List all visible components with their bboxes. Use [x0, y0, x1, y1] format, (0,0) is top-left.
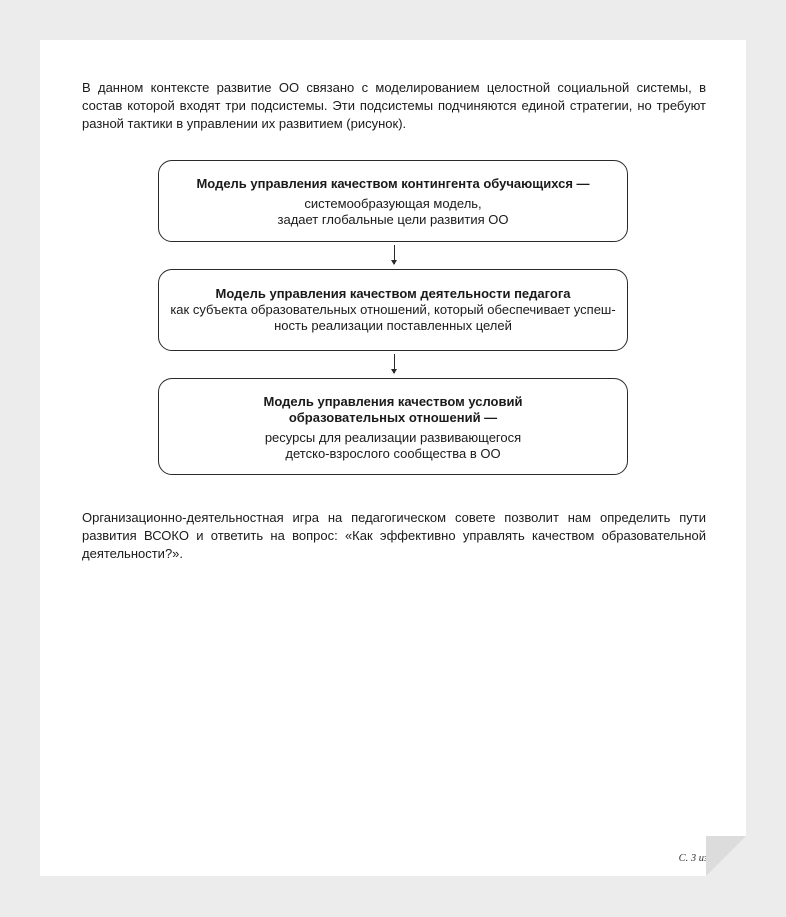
- box-description-line: системообразующая модель,: [304, 196, 482, 211]
- diagram-box-conditions-model: [158, 378, 628, 475]
- box-description-line: задает глобальные цели развития ОО: [277, 212, 509, 227]
- box-title-line: образовательных отношений —: [288, 410, 498, 425]
- page-curl-corner: [706, 836, 746, 876]
- box-title-line: Модель управления качеством условий: [263, 394, 523, 409]
- box-description-line: детско-взрослого сообщества в ОО: [285, 446, 501, 461]
- intro-paragraph: В данном контексте развитие ОО связано с моделированием целостной социальной системы, в состав которой входят три подсистемы. Эти подсистемы подчиняются единой стратегии, но требуют разной тактики в управлении их развитием (рисунок).: [82, 80, 706, 131]
- down-arrow-icon: [394, 245, 395, 264]
- box-title: Модель управления качеством деятельности педагога: [215, 286, 571, 301]
- closing-paragraph: Организационно-деятельностная игра на педагогическом совете позволит нам определить пути развития ВСОКО и ответить на вопрос: «Как эффективно управлять качеством образовательной деятельности?».: [82, 510, 706, 561]
- box-description-line: как субъекта образовательных отношений, который обеспечивает успеш-: [170, 302, 616, 317]
- diagram-box-contingent-model: [158, 160, 628, 242]
- page-number: С. 3 из 3: [678, 853, 716, 864]
- down-arrow-icon: [394, 354, 395, 373]
- diagram-box-teacher-model: [158, 269, 628, 351]
- box-title: Модель управления качеством контингента обучающихся —: [196, 176, 590, 191]
- box-description-line: ресурсы для реализации развивающегося: [264, 430, 522, 445]
- document-page: [40, 40, 746, 876]
- box-description-line: ность реализации поставленных целей: [274, 318, 512, 333]
